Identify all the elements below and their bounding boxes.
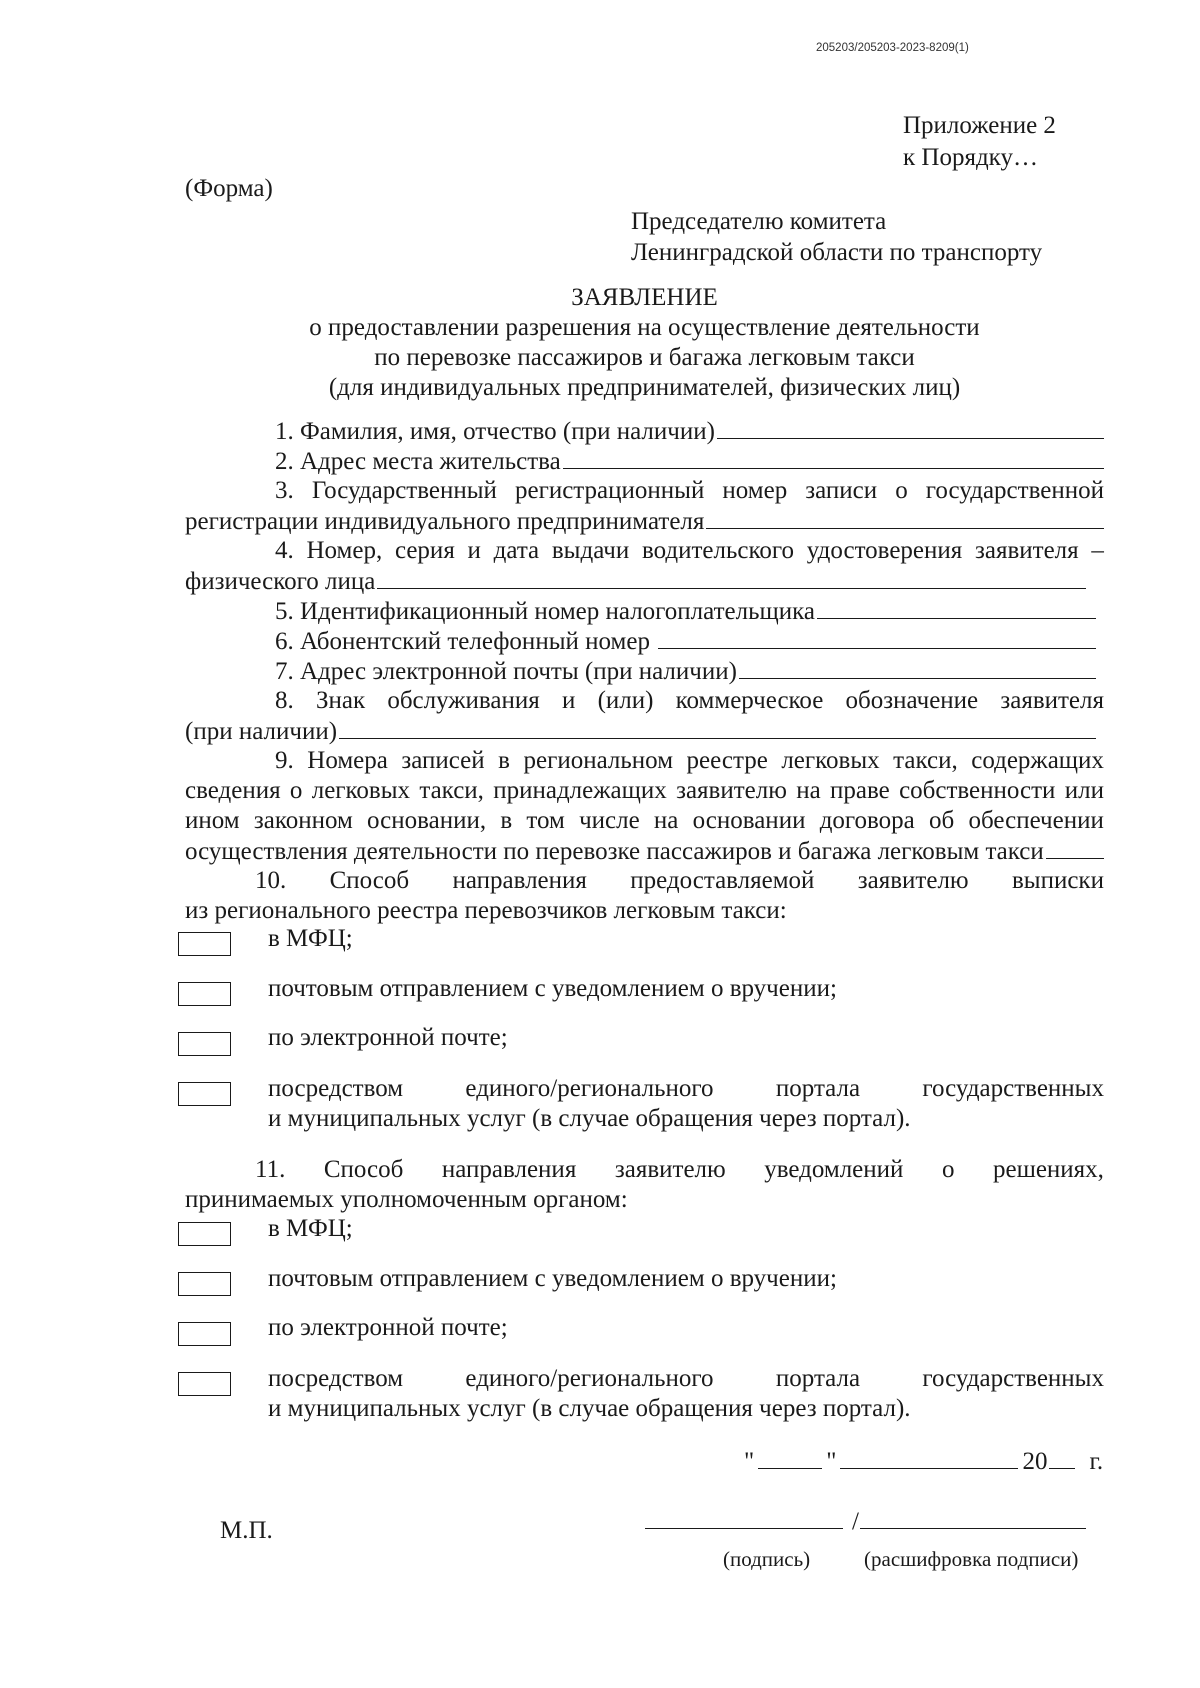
justified-word: об (929, 807, 955, 834)
justified-word: государственной (925, 477, 1104, 504)
justified-word: и (467, 537, 481, 564)
justified-word: о (895, 477, 908, 504)
justified-word: такси, (419, 777, 484, 804)
justified-word: содержащих (971, 747, 1104, 774)
justified-word: предоставляемой (630, 867, 815, 894)
justified-word: выдачи (551, 537, 630, 564)
justified-word: заявителю (614, 1156, 726, 1183)
addressee-line-2: Ленинградской области по транспорту (631, 239, 1043, 266)
signature-slash: / (852, 1508, 859, 1535)
field-email-label: 7. Адрес электронной почты (при наличии) (275, 658, 737, 685)
justified-word: портала (775, 1075, 861, 1102)
justified-word: 8. (275, 687, 294, 714)
justified-word: праве (830, 777, 890, 804)
signature-label: (подпись) (723, 1547, 811, 1571)
justified-word: направления (452, 867, 587, 894)
field-full-name-label: 1. Фамилия, имя, отчество (при наличии) (275, 418, 715, 445)
address-blank[interactable] (563, 446, 1104, 469)
justified-word: дата (493, 537, 540, 564)
email-blank[interactable] (739, 656, 1096, 679)
justified-word: государственных (922, 1075, 1104, 1102)
registry-records-blank[interactable] (1046, 836, 1104, 859)
justified-word: выписки (1011, 867, 1104, 894)
s10-checkbox-post[interactable] (178, 982, 231, 1006)
s11-option-portal-line-2: и муниципальных услуг (в случае обращения через портал). (268, 1395, 911, 1422)
justified-word: заявителю (857, 867, 969, 894)
justified-word: о (941, 1156, 955, 1183)
justified-word: в (500, 807, 513, 834)
registration-number-blank[interactable] (706, 506, 1104, 529)
service-mark-blank[interactable] (339, 716, 1096, 739)
date-quote-close: " (826, 1448, 837, 1475)
signature-decoding-blank[interactable] (860, 1506, 1086, 1529)
field-inn-label: 5. Идентификационный номер налогоплательщика (275, 598, 816, 625)
justified-word: заявителю (676, 777, 787, 804)
s11-option-mfc: в МФЦ; (268, 1215, 353, 1242)
s10-option-portal-line-2: и муниципальных услуг (в случае обращения через портал). (268, 1105, 911, 1132)
signature-line (645, 1506, 1086, 1536)
document-title: ЗАЯВЛЕНИЕ (571, 284, 718, 311)
addressee-line-1: Председателю комитета (631, 208, 887, 235)
s11-checkbox-portal[interactable] (178, 1372, 231, 1396)
justified-word: Номер, (306, 537, 383, 564)
justified-word: коммерческое (675, 687, 824, 714)
phone-blank[interactable] (658, 626, 1096, 649)
justified-word: единого/регионального (465, 1075, 714, 1102)
form-label: (Форма) (185, 175, 273, 202)
field-registry-records-line-4 (185, 836, 1104, 865)
appendix-line-1: Приложение 2 (903, 112, 1056, 139)
field-registry-records-line-1 (185, 746, 1104, 775)
justified-word: посредством (268, 1075, 404, 1102)
field-address-label: 2. Адрес места жительства (275, 448, 561, 475)
field-service-mark-line-1 (185, 686, 1104, 715)
field-inn (185, 596, 1104, 625)
date-line (744, 1446, 1103, 1476)
registration-number-label-cont: регистрации индивидуального предпринимателя (185, 508, 705, 535)
service-mark-label-cont: (при наличии) (185, 718, 338, 745)
driver-license-label-cont: физического лица (185, 568, 376, 595)
section-10-heading-line-1 (185, 866, 1104, 895)
s11-option-email: по электронной почте; (268, 1314, 508, 1341)
field-driver-license-line-2 (185, 566, 1104, 595)
justified-word: номер (722, 477, 788, 504)
justified-word: такси, (893, 747, 958, 774)
justified-word: числе (579, 807, 640, 834)
justified-word: – (1091, 537, 1104, 564)
field-full-name (185, 416, 1104, 445)
justified-word: том (526, 807, 565, 834)
justified-word: портала (775, 1365, 861, 1392)
field-driver-license-line-1 (185, 536, 1104, 565)
justified-word: реестре (686, 747, 768, 774)
justified-word: легковых (311, 777, 411, 804)
s10-option-email: по электронной почте; (268, 1024, 508, 1051)
justified-word: легковых (781, 747, 880, 774)
justified-word: договора (819, 807, 915, 834)
signature-decoding-label: (расшифровка подписи) (864, 1547, 1079, 1571)
justified-word: на (653, 807, 679, 834)
justified-word: Способ (323, 1156, 404, 1183)
justified-word: единого/регионального (465, 1365, 714, 1392)
justified-word: водительского (641, 537, 794, 564)
justified-word: посредством (268, 1365, 404, 1392)
justified-word: собственности (899, 777, 1056, 804)
justified-word: решениях, (992, 1156, 1104, 1183)
justified-word: удостоверения (806, 537, 963, 564)
s11-option-post: почтовым отправлением с уведомлением о вручении; (268, 1265, 837, 1292)
justified-word: заявителя (975, 537, 1079, 564)
field-phone (185, 626, 1104, 655)
s11-checkbox-mfc[interactable] (178, 1222, 231, 1246)
field-email (185, 656, 1104, 685)
date-year-prefix: 20 (1022, 1448, 1048, 1475)
justified-word: 3. (275, 477, 294, 504)
s10-checkbox-portal[interactable] (178, 1082, 231, 1106)
s11-checkbox-post[interactable] (178, 1272, 231, 1296)
date-month-blank[interactable] (840, 1446, 1018, 1469)
date-quote-open: " (744, 1448, 755, 1475)
justified-word: о (289, 777, 303, 804)
signature-blank[interactable] (645, 1506, 843, 1529)
justified-word: записей (401, 747, 485, 774)
justified-word: серия (394, 537, 455, 564)
justified-word: Способ (329, 867, 410, 894)
justified-word: записи (805, 477, 878, 504)
field-registration-number-line-2 (185, 506, 1104, 535)
appendix-line-2: к Порядку… (903, 144, 1038, 171)
field-registry-records-line-3 (185, 806, 1104, 835)
subtitle-line-2: по перевозке пассажиров и багажа легковым такси (374, 344, 915, 371)
section-11-heading-line-1 (185, 1155, 1104, 1184)
date-year-suffix: г. (1089, 1448, 1104, 1475)
justified-word: регистрационный (514, 477, 705, 504)
subtitle-line-3: (для индивидуальных предпринимателей, физических лиц) (328, 374, 961, 401)
justified-word: уведомлений (764, 1156, 904, 1183)
subtitle-line-1: о предоставлении разрешения на осуществление деятельности (309, 314, 980, 341)
s11-checkbox-email[interactable] (178, 1322, 231, 1346)
section-11-heading-line-2 (185, 1185, 1104, 1214)
justified-word: сведения (185, 777, 281, 804)
s10-option-mfc: в МФЦ; (268, 925, 353, 952)
justified-word: региональном (523, 747, 674, 774)
section-11-heading-cont: принимаемых уполномоченным органом: (185, 1186, 628, 1213)
field-service-mark-line-2 (185, 716, 1104, 745)
justified-word: заявителя (1000, 687, 1104, 714)
field-registry-records-line-2 (185, 776, 1104, 805)
field-phone-label: 6. Абонентский телефонный номер (275, 628, 650, 655)
inn-blank[interactable] (817, 596, 1096, 619)
s10-option-portal-line-1 (268, 1074, 1104, 1103)
date-year-blank[interactable] (1049, 1446, 1075, 1469)
stamp-placeholder: М.П. (220, 1517, 273, 1544)
field-address (185, 446, 1104, 475)
justified-word: 11. (255, 1156, 286, 1183)
justified-word: основании (692, 807, 806, 834)
justified-word: обозначение (845, 687, 979, 714)
s10-option-post: почтовым отправлением с уведомлением о вручении; (268, 975, 837, 1002)
section-10-heading-cont: из регионального реестра перевозчиков легковым такси: (185, 897, 787, 924)
justified-word: ином (185, 807, 240, 834)
s10-checkbox-email[interactable] (178, 1032, 231, 1056)
driver-license-blank[interactable] (377, 566, 1086, 589)
justified-word: Знак (315, 687, 366, 714)
registry-records-label-cont: осуществления деятельности по перевозке пассажиров и багажа легковым такси (185, 838, 1044, 865)
justified-word: и (561, 687, 576, 714)
justified-word: принадлежащих (493, 777, 667, 804)
s10-checkbox-mfc[interactable] (178, 932, 231, 956)
justified-word: Государственный (311, 477, 497, 504)
justified-word: 4. (275, 537, 294, 564)
justified-word: основании, (367, 807, 487, 834)
document-id: 205203/205203-2023-8209(1) (816, 42, 969, 54)
justified-word: или (1064, 777, 1104, 804)
justified-word: направления (441, 1156, 577, 1183)
justified-word: 10. (255, 867, 287, 894)
justified-word: на (796, 777, 821, 804)
justified-word: Номера (307, 747, 388, 774)
date-day-blank[interactable] (758, 1446, 822, 1469)
field-registration-number-line-1 (185, 476, 1104, 505)
justified-word: (или) (597, 687, 654, 714)
justified-word: 9. (275, 747, 294, 774)
justified-word: в (498, 747, 510, 774)
justified-word: обслуживания (387, 687, 540, 714)
justified-word: обеспечении (968, 807, 1104, 834)
s11-option-portal-line-1 (268, 1364, 1104, 1393)
full-name-blank[interactable] (717, 416, 1104, 439)
section-10-heading-line-2 (185, 896, 1104, 925)
justified-word: законном (253, 807, 353, 834)
justified-word: государственных (922, 1365, 1104, 1392)
